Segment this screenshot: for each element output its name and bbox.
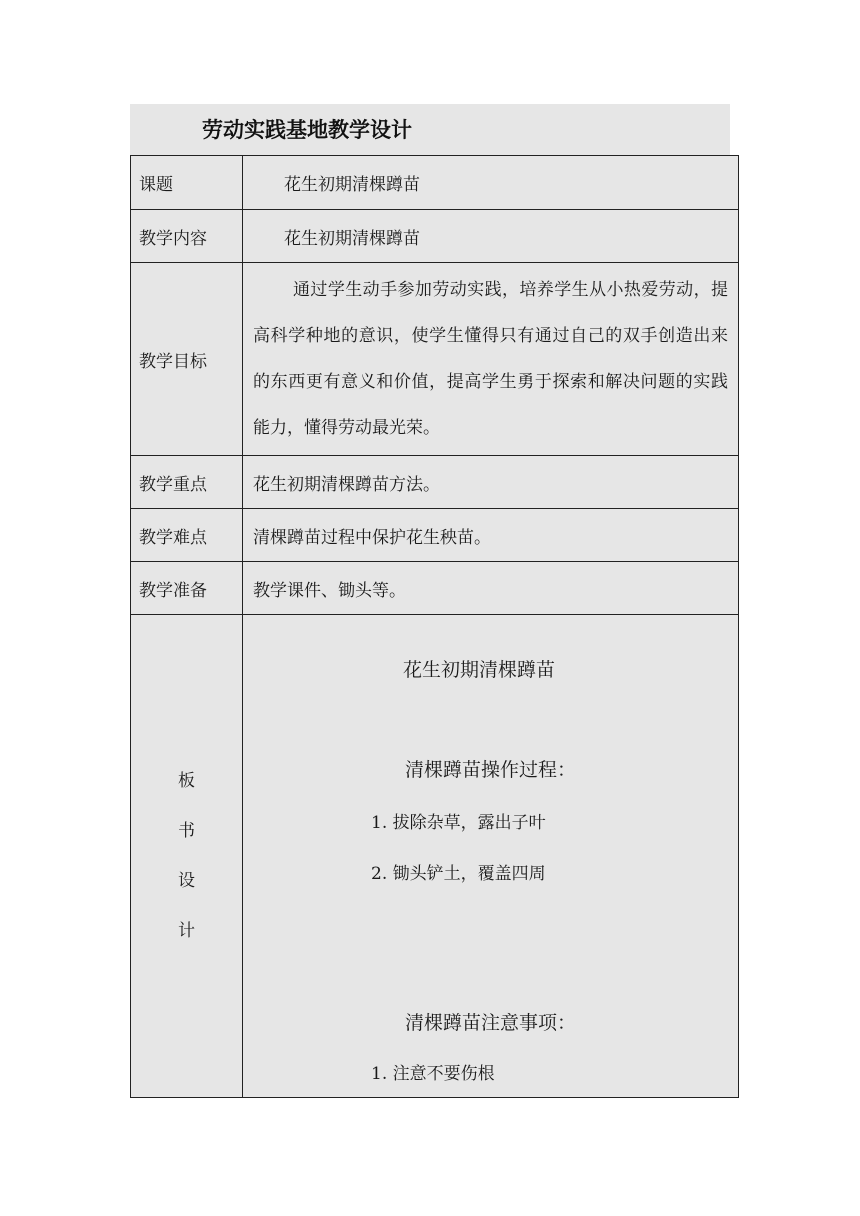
board-process-step: 2. 锄头铲土，覆盖四周 bbox=[371, 864, 546, 884]
key-point-label: 教学重点 bbox=[131, 456, 243, 509]
difficulty-label: 教学难点 bbox=[131, 509, 243, 562]
table-row-board-design bbox=[131, 615, 739, 1098]
key-point-value: 花生初期清棵蹲苗方法。 bbox=[243, 456, 739, 509]
board-design-content bbox=[243, 615, 738, 1097]
content-value: 花生初期清棵蹲苗 bbox=[284, 228, 420, 249]
objective-value: 通过学生动手参加劳动实践，培养学生从小热爱劳动，提高科学种地的意识，使学生懂得只有通过自己的双手创造出来的东西更有意义和价值，提高学生勇于探索和解决问题的实践能力，懂得劳动最光荣。 bbox=[253, 280, 728, 438]
document-title: 劳动实践基地教学设计 bbox=[202, 118, 412, 142]
objective-label: 教学目标 bbox=[131, 263, 243, 456]
board-process-step: 1. 拔除杂草，露出子叶 bbox=[371, 813, 546, 833]
board-notes-title: 清棵蹲苗注意事项： bbox=[405, 1012, 577, 1034]
board-design-label: 板 书 设 计 bbox=[131, 615, 243, 1098]
board-heading: 花生初期清棵蹲苗 bbox=[403, 659, 556, 681]
topic-value: 花生初期清棵蹲苗 bbox=[284, 175, 420, 195]
table-row-difficulty bbox=[131, 509, 739, 562]
table-row-preparation bbox=[131, 562, 739, 615]
lesson-plan-table bbox=[130, 155, 739, 1098]
board-process-title: 清棵蹲苗操作过程： bbox=[405, 759, 577, 781]
content-label: 教学内容 bbox=[131, 210, 243, 263]
table-row-key-point bbox=[131, 456, 739, 509]
preparation-label: 教学准备 bbox=[131, 562, 243, 615]
table-row-topic bbox=[131, 156, 739, 210]
table-row-content bbox=[131, 210, 739, 263]
difficulty-value: 清棵蹲苗过程中保护花生秧苗。 bbox=[243, 509, 739, 562]
board-note-item: 1. 注意不要伤根 bbox=[371, 1064, 495, 1084]
preparation-value: 教学课件、锄头等。 bbox=[243, 562, 739, 615]
table-row-objective bbox=[131, 263, 739, 456]
topic-label: 课题 bbox=[131, 156, 243, 210]
document-title-band bbox=[130, 104, 730, 155]
